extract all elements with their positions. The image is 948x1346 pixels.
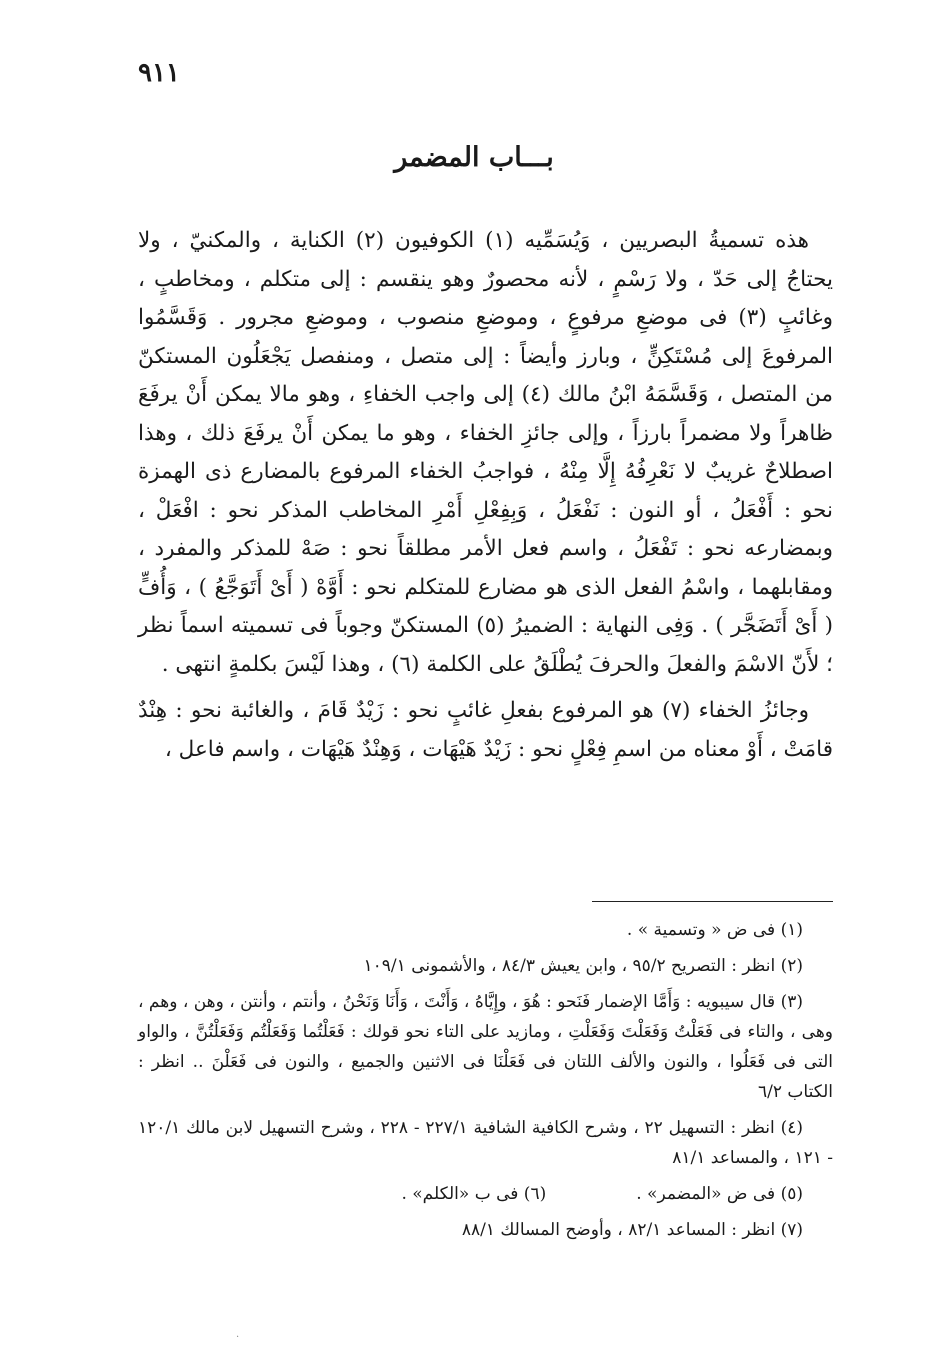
chapter-title: بـــاب المضمر [394, 142, 554, 173]
page-number: ٩١١ [138, 58, 180, 88]
footnote-6: (٦) فى ب «الكلم» . [401, 1184, 547, 1204]
body-text [138, 222, 833, 769]
footnote-3: (٣) قال سيبويه : وَأَمَّا الإضمار فَنَحو : هُوَ ، وإِيَّاهُ ، وَأَنْتَ ، وَأَنَا وَنَحْنُ ، وأنتم ، وأنتن ، وهن ، وهم ، وهى ، والتاء فى فَعَلْتُ وَفَعَلْتَ وَفَعَلْتِ ، ومازيد على التاء نحو قولك : فَعَلْتُما وَفَعَلْتُم وَفَعَلْتُنَّ ، والواو التى فى فَعَلُوا ، والنون والألف اللتان فى فَعَلْنَا فى الاثنين والجميع ، والنون فى فَعَلْنَ .. انظر : الكتاب ٦/٢ [138, 992, 833, 1102]
paragraph-1: هذه تسميةُ البصريين ، وَيُسَمِّيه (١) الكوفيون (٢) الكناية ، والمكنيّ ، ولا يحتاجُ إلى حَدّ ، ولا رَسْمٍ ، لأنه محصورٌ وهو ينقسم : إلى متكلم ، ومخاطبٍ ، وغائبٍ (٣) فى موضعِ مرفوعٍ ، وموضعِ منصوب ، وموضعِ مجرور . وَقَسَّمُوا المرفوعَ إلى مُسْتَكِنٍّ ، وبارز وأيضاً : إلى متصل ، ومنفصل يَجْعَلُون المستكنّ من المتصل ، وَقَسَّمَهُ ابْنُ مالك (٤) إلى واجب الخفاءِ ، وهو مالا يمكن أَنْ يرفَعَ ظاهراً ولا مضمراً بارزاً ، وإلى جائزِ الخفاء ، وهو ما يمكن أَنْ يرفَعَ ذلك ، وهذا اصطلاحٌ غريبٌ لا نَعْرِفُهُ إِلَّا مِنْهُ ، فواجبُ الخفاء المرفوع بالمضارع ذى الهمزة نحو : أَفْعَلُ ، أو النون : نَفْعَلُ ، وَبِفِعْلِ أَمْرِ المخاطب المذكر نحو : افْعَلْ ، وبمضارعه نحو : تَفْعَلُ ، واسم فعل الأمر مطلقاً نحو : صَهْ للمذكر والمفرد ، ومقابلهما ، واسْمُ الفعل الذى هو مضارع للمتكلم نحو : أَوَّهْ ( أَىْ أَتَوَجَّعُ ) ، وَأُفٍّ ( أَىْ أَتَضَجَّر ) . وَفِى النهاية : الضميرُ (٥) المستكنّ وجوباً فى تسميته اسماً نظر ؛ لأَنّ الاسْمَ والفعلَ والحرفَ يُطْلَقُ على الكلمة (٦) ، وهذا لَيْسَ بكلمةٍ انتهى . [138, 228, 834, 677]
footnotes [138, 915, 833, 1251]
footnote-5: (٥) فى ض «المضمر» . [636, 1184, 803, 1204]
footnote-row-5-6 [138, 1179, 833, 1209]
footnote-2: (٢) انظر : التصريح ٩٥/٢ ، وابن يعيش ٨٤/٣ ، والأشمونى ١٠٩/١ [363, 956, 803, 976]
footnote-4: (٤) انظر : التسهيل ٢٢ ، وشرح الكافية الشافية ٢٢٧/١ - ٢٢٨ ، وشرح التسهيل لابن مالك ١٢٠/١ - ١٢١ ، والمساعد ٨١/١ [138, 1118, 833, 1168]
scan-mark: . [236, 1329, 240, 1340]
footnote-7: (٧) انظر : المساعد ٨٢/١ ، وأوضح المسالك ٨٨/١ [461, 1220, 803, 1240]
footnote-1: (١) فى ض « وتسمية » . [626, 920, 803, 940]
footnote-separator [592, 901, 833, 902]
paragraph-2: وجائزُ الخفاء (٧) هو المرفوع بفعلِ غائبٍ نحو : زَيْدٌ قَامَ ، والغائبة نحو : هِنْدٌ قامَتْ ، أَوْ معناه من اسمِ فِعْلٍ نحو : زَيْدٌ هَيْهَات ، وَهِنْدٌ هَيْهَات ، واسم فاعل ، [138, 698, 833, 762]
